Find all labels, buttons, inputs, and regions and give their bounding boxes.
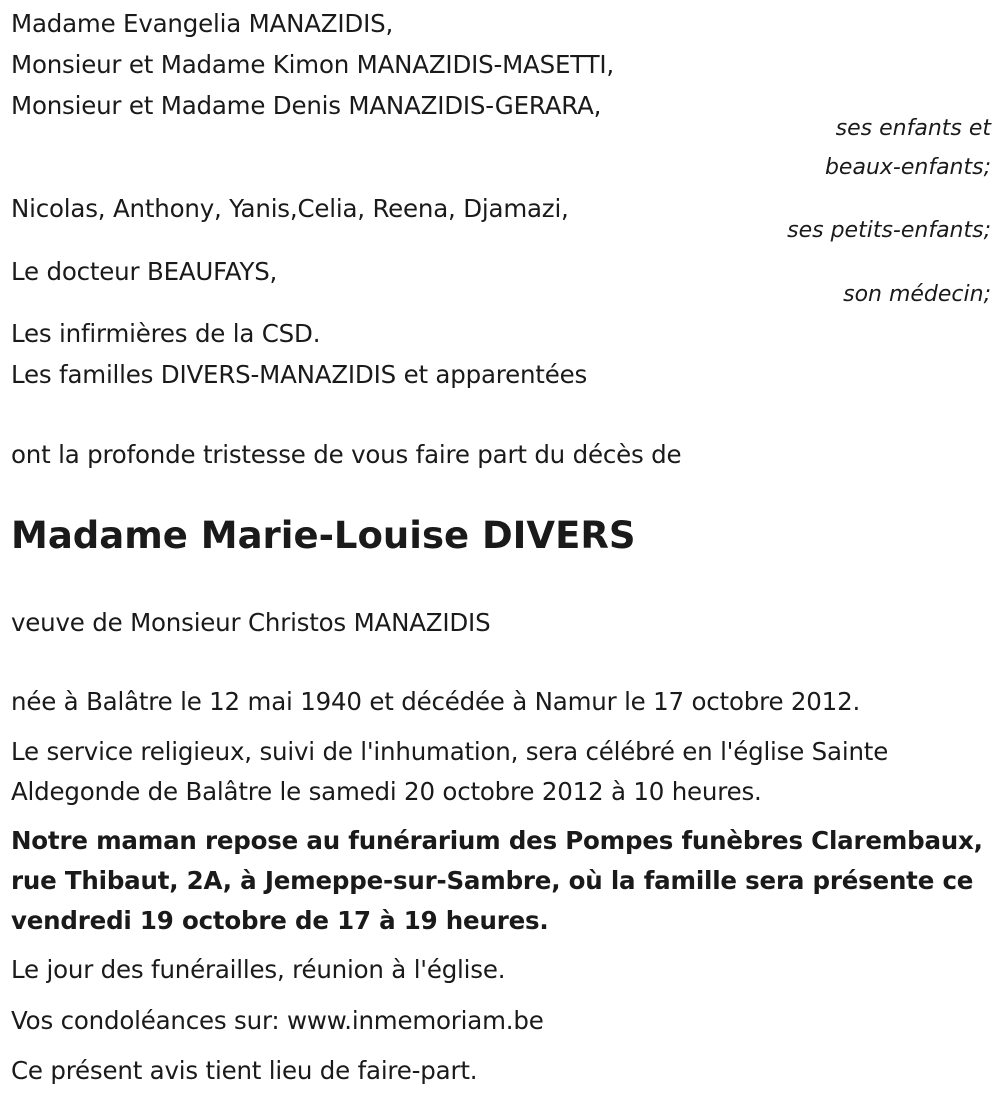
families-line: Les familles DIVERS-MANAZIDIS et apparentées: [11, 360, 588, 389]
nurses-line: Les infirmières de la CSD.: [11, 319, 321, 348]
funerarium-paragraph: Notre maman repose au funérarium des Pompes funèbres Clarembaux, rue Thibaut, 2A, à Jemeppe-sur-Sambre, où la famille sera présente ce vendredi 19 octobre de 17 à 19 heures.: [11, 826, 983, 935]
notice-line: Ce présent avis tient lieu de faire-part.: [11, 1056, 478, 1085]
child-line-1: Madame Evangelia MANAZIDIS,: [11, 9, 394, 38]
doctor-role: son médecin;: [843, 282, 991, 307]
child-line-3: Monsieur et Madame Denis MANAZIDIS-GERARA,: [11, 91, 602, 120]
doctor-line: Le docteur BEAUFAYS,: [11, 257, 278, 286]
condolences-line: Vos condoléances sur: www.inmemoriam.be: [11, 1006, 544, 1035]
child-line-2: Monsieur et Madame Kimon MANAZIDIS-MASETTI,: [11, 50, 614, 79]
birth-death-line: née à Balâtre le 12 mai 1940 et décédée à Namur le 17 octobre 2012.: [11, 687, 861, 716]
meeting-line: Le jour des funérailles, réunion à l'église.: [11, 955, 506, 984]
deceased-name: Madame Marie-Louise DIVERS: [11, 514, 636, 557]
announcement-line: ont la profonde tristesse de vous faire part du décès de: [11, 440, 682, 469]
grandchildren-line: Nicolas, Anthony, Yanis,Celia, Reena, Djamazi,: [11, 194, 569, 223]
widow-line: veuve de Monsieur Christos MANAZIDIS: [11, 608, 491, 637]
children-role-line-1: ses enfants et: [835, 116, 991, 141]
service-paragraph: Le service religieux, suivi de l'inhumation, sera célébré en l'église Sainte Aldegonde de Balâtre le samedi 20 octobre 2012 à 10 heures.: [11, 737, 889, 806]
children-role-line-2: beaux-enfants;: [824, 155, 991, 180]
grandchildren-role: ses petits-enfants;: [787, 218, 991, 243]
